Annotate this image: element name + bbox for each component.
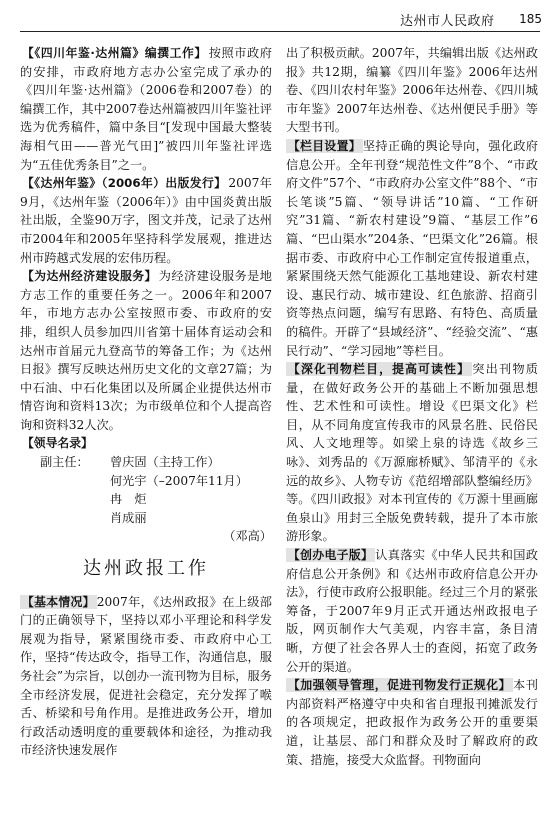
entry-body: 2007年，《达州政报》在上级部门的正确领导下，坚持以邓小平理论和科学发展观为指导，紧紧围绕市委、市政府中心工作，坚持“传达政令，指导工作，沟通信息，服务社会”为宗旨，以创办一流刊物为目标，服务全市经济发展，促进社会稳定，充分发挥了喉舌、桥梁和号角作用。是推进政务公开，增加行政活动透明度的重要载体和途径，为推动我市经济快速发展作 — [20, 594, 272, 758]
entry-heading: 【栏目设置】 — [288, 138, 361, 153]
leader-name: 何光宇（–2007年11月） — [110, 473, 248, 488]
paragraph-sichuan-yearbook — [20, 44, 272, 174]
paragraph-continued: 出了积极贡献。2007年，共编辑出版《达州政报》共12期，编纂《四川年鉴》2006年达州卷、《四川农村年鉴》2006年达州卷、《四川城市年鉴》2007年达州卷、《达州便民手册》等大型书刊。 — [286, 46, 538, 135]
entry-heading: 【加强领导管理，促进刊物发行正规化】 — [288, 678, 512, 693]
right-column — [286, 44, 538, 769]
paragraph-basic-situation — [20, 593, 272, 760]
entry-heading: 【创办电子版】 — [288, 548, 374, 563]
leader-name: 肖成丽 — [110, 510, 147, 525]
page-number: 185 — [519, 12, 542, 26]
entry-heading: 【基本情况】 — [22, 594, 95, 609]
leaders-heading-line — [20, 434, 272, 453]
entry-heading: 【《达州年鉴》（2006年）出版发行】 — [22, 176, 227, 191]
entry-body: 按照市政府的安排，市政府地方志办公室完成了承办的《四川年鉴·达州篇》（2006卷和2007卷）的编撰工作，其中2007卷达州篇被四川年鉴社评选为优秀稿件，篇中条目“[发现中国最大整装海相气田——普光气田]”被四川年鉴社评选为“五佳优秀条目”之一。 — [20, 46, 272, 172]
entry-body: 认真落实《中华人民共和国政府信息公开条例》和《达州市政府信息公开办法》，行使市政府公报职能。经过三个月的紧张筹备，于2007年9月正式开通达州政报电子版，网页制作大气美观，内容丰富，条目清晰，方便了社会各界人士的查阅，拓宽了政务公开的渠道。 — [286, 548, 538, 674]
leader-name: 冉 炬 — [110, 492, 147, 507]
paragraph-dazhou-yearbook — [20, 174, 272, 267]
paragraph-electronic-edition — [286, 546, 538, 676]
entry-body: 2007年9月，《达州年鉴（2006年）》由中国炎黄出版社出版，全鉴90万字，图文并茂，记录了达州市2004年和2005年坚持科学发展观，推进达州市跨越式发展的宏伟历程。 — [20, 176, 272, 265]
paragraph-columns-setup — [286, 137, 538, 360]
entry-heading: 【领导名录】 — [22, 436, 93, 451]
paragraph-readability — [286, 360, 538, 546]
leader-role: 副主任： — [40, 455, 89, 470]
left-column — [20, 44, 272, 760]
entry-heading: 【深化刊物栏目，提高可读性】 — [288, 362, 471, 377]
page-header — [0, 0, 550, 38]
paragraph-economic-service — [20, 267, 272, 434]
entry-body: 坚持正确的舆论导向，强化政府信息公开。全年刊登“规范性文件”8个、“市政府文件”57个、“市政府办公室文件”88个、“市长笔谈”5篇、“领导讲话”10篇、“工作研究”31篇、“新农村建设”9篇、“基层工作”6篇、“巴山渠水”204条、“巴渠文化”26篇。根据市委、市政府中心工作制定宣传报道重点，紧紧围绕天然气能源化工基地建设、新农村建设、惠民行动、城市建设、红色旅游、招商引资等热点问题，编写有思路、有特色、高质量的稿件。开辟了“县域经济”、“经验交流”、“惠民行动”、“学习园地”等栏目。 — [286, 138, 538, 358]
leader-name: 曾庆固（主持工作） — [110, 455, 220, 470]
entry-heading: 【为达州经济建设服务】 — [22, 269, 157, 284]
header-rule — [20, 31, 540, 32]
leaders-list — [40, 453, 272, 527]
section-title: 达州政报工作 — [83, 558, 209, 580]
paragraph-management — [286, 676, 538, 769]
entry-heading: 【《四川年鉴·达州篇》编撰工作】 — [22, 46, 207, 60]
entry-body: 本刊内部资料严格遵守中央和省自理报刊摊派发行的各项规定，把政报作为政务公开的重要渠道，让基层、部门和群众及时了解政府的政策、措施，接受大众监督。刊物面向 — [286, 678, 538, 767]
entry-body: 突出刊物质量，在做好政务公开的基础上不断加强思想性、艺术性和可读性。增设《巴渠文化》栏目，从不同角度宣传我市的风景名胜、民俗民风、人文地理等。如梁上泉的诗选《故乡三咏》、刘秀品的《万源廊桥赋》、邹清平的《永远的故乡》、人物专访《范绍增部队整编经历》等。《四川政报》对本刊宣传的《万源十里画廊鱼泉山》用封三全版免费转载，提升了本市旅游形象。 — [286, 362, 538, 544]
entry-body: 为经济建设服务是地方志工作的重要任务之一。2006年和2007年，市地方志办公室按照市委、市政府的安排，组织人员参加四川省第十届体育运动会和达州市首届元九登高节的筹备工作；为《达州日报》撰写反映达州历史文化的文章27篇；为中石油、中石化集团以及所属企业提供达州市情咨询和资料13次；为市级单位和个人提高咨询和资料32人次。 — [20, 269, 272, 432]
running-title: 达州市人民政府 — [400, 14, 495, 29]
author-credit: （邓高） — [223, 529, 272, 544]
